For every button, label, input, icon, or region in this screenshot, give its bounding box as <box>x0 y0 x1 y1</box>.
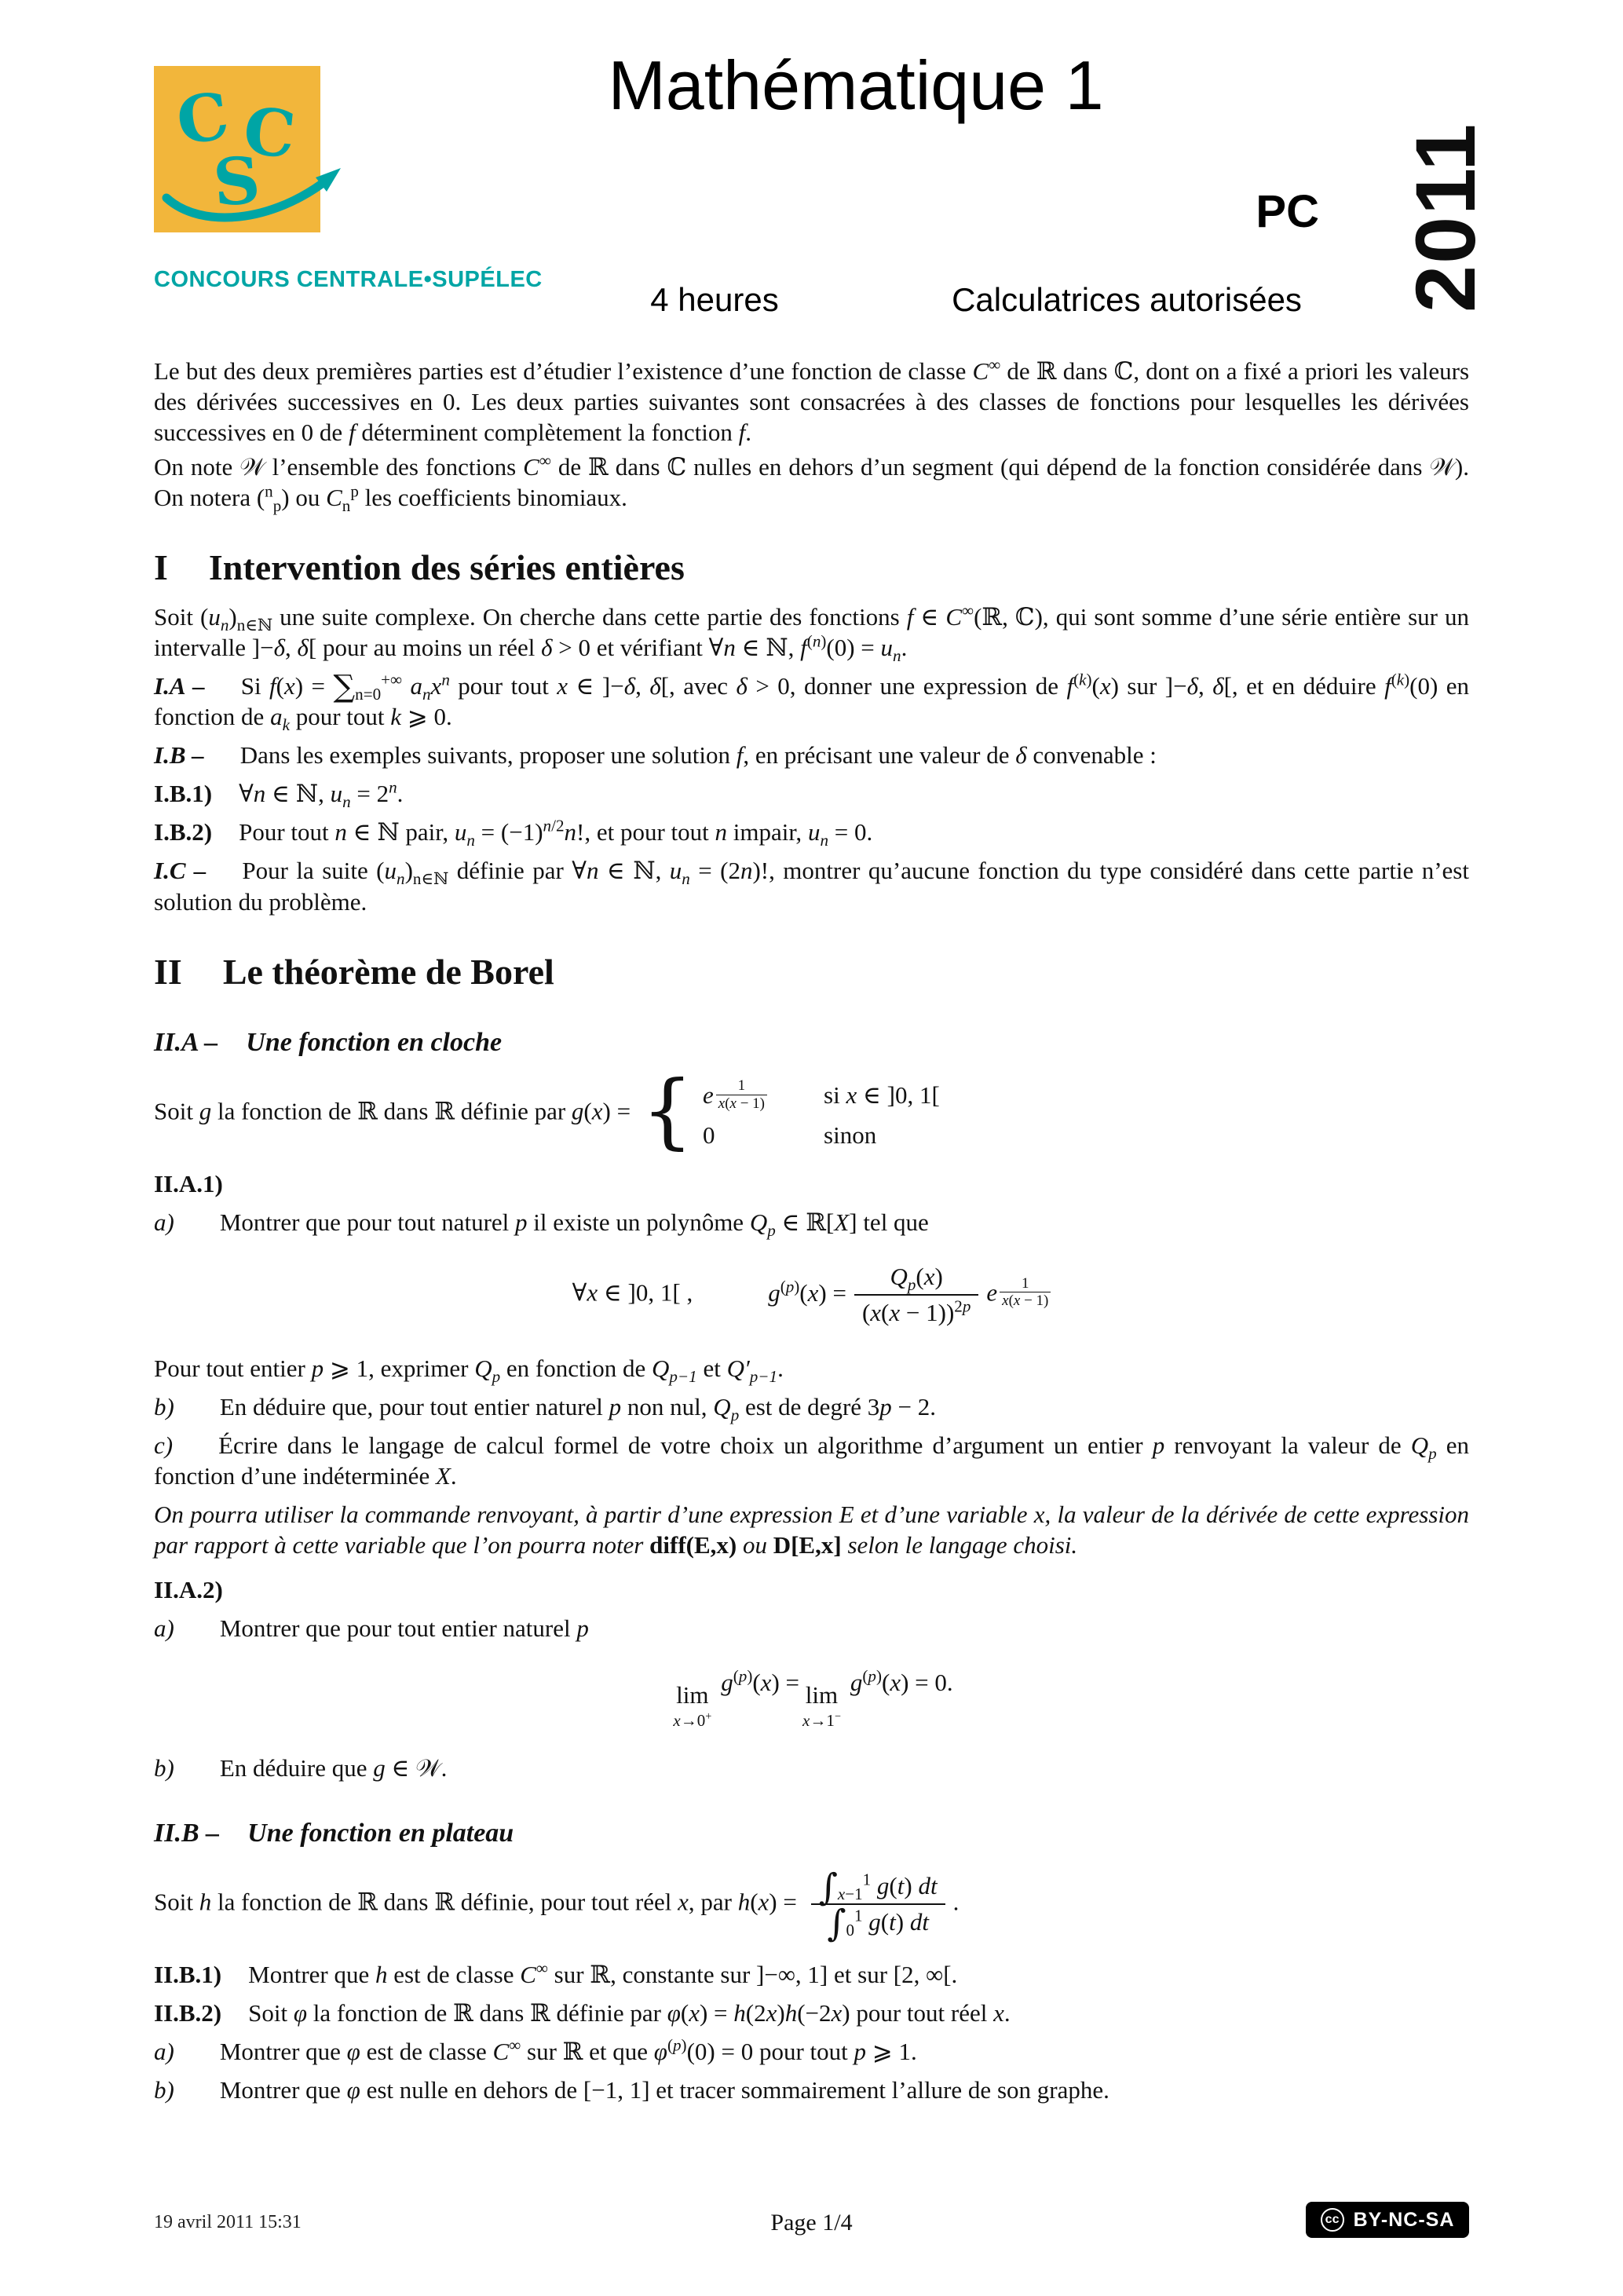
question-IB1 <box>154 778 1469 812</box>
equation-e: e <box>986 1278 998 1307</box>
organization-name: CONCOURS CENTRALE•SUPÉLEC <box>154 267 543 292</box>
question-IB-text: Dans les exemples suivants, proposer une solution f, en précisant une valeur de δ convenable : <box>239 741 1157 770</box>
question-IB2-text: Pour tout n ∈ ℕ pair, $u_n = (-1)^{n/2}n$!, et pour tout n impair, $u_n = 0$. <box>239 817 873 850</box>
section-2-number: II <box>154 951 182 992</box>
cases-value-2: 0 <box>703 1121 715 1150</box>
equation-forall: ∀x ∈ ]0, 1[ , <box>572 1278 693 1307</box>
track-label: PC <box>1256 186 1319 237</box>
cases-condition-1: si x ∈ ]0, 1[ <box>824 1080 940 1109</box>
equation-gp-derivative <box>154 1261 1469 1329</box>
cases-expression <box>641 1062 940 1159</box>
cases-value-1: e $\frac{1}{x(x - 1)}$ <box>703 1077 767 1113</box>
page-number: Page 1/4 <box>770 2210 853 2236</box>
section-1-intro: Soit $(u_n)_{n\in ℕ}$ une suite complexe. On cherche dans cette partie des fonctions f ∈ C∞(ℝ, ℂ), qui sont somme d’une série entière sur un intervalle ]−δ, δ[ pour au moins un réel δ > 0 et vérifiant ∀n ∈ ℕ, $f^{(n)}(0) = u_n$. <box>154 601 1469 666</box>
year-banner: 2011 <box>1398 122 1493 313</box>
question-IIB2b-label: b) <box>154 2075 174 2104</box>
h-definition-period: . <box>952 1888 960 1916</box>
section-1-heading <box>154 547 1469 589</box>
question-IIB2-label: II.B.2) <box>154 1998 222 2027</box>
subsection-IIA-title: Une fonction en cloche <box>246 1028 503 1058</box>
subsection-IIB-label: II.B – <box>154 1819 220 1848</box>
g-definition-intro: Soit g la fonction de ℝ dans ℝ définie par g(x) = <box>154 1097 637 1125</box>
question-IB2-label: I.B.2) <box>154 818 213 846</box>
logo-letter-s: S <box>210 142 263 221</box>
limit-1: lim x→0+ <box>673 1681 712 1731</box>
subsection-IIB-heading <box>154 1818 1469 1850</box>
document-body <box>154 352 1469 2113</box>
ccs-logo-graphic <box>154 66 345 236</box>
h-definition-intro: Soit h la fonction de ℝ dans ℝ définie, pour tout réel x, par h(x) = <box>154 1888 803 1916</box>
question-IIB2b-text: Montrer que φ est nulle en dehors de [−1, 1] et tracer sommairement l’allure de son graphe. <box>219 2075 1109 2104</box>
question-IC-label: I.C – <box>154 857 207 885</box>
subsection-IIA-heading <box>154 1027 1469 1059</box>
question-IIA2a-text: Montrer que pour tout entier naturel p <box>219 1614 589 1643</box>
question-IIA1b-text: En déduire que, pour tout entier naturel p non nul, $Q_p$ est de degré 3p − 2. <box>219 1392 937 1424</box>
equation-exponent-fraction: $\frac{1}{x(x - 1)}$ <box>1000 1275 1051 1311</box>
limit-2-expression: $g^{(p)}(x) = 0$. <box>850 1666 953 1697</box>
intro-paragraph-1: Le but des deux premières parties est d’étudier l’existence d’une fonction de classe C∞ de ℝ dans ℂ, dont on a fixé a priori les valeurs des dérivées successives en 0. Les deux parties suivantes sont consacrées à des classes de fonctions pour lesquelles les dérivées successives en 0 de f déterminent complètement la fonction f. <box>154 355 1470 447</box>
duration-label: 4 heures <box>650 281 779 318</box>
question-IB1-text: ∀n ∈ ℕ, $u_n = 2^n$. <box>239 778 404 812</box>
question-IIA2a-label: a) <box>154 1614 174 1643</box>
question-IB <box>154 740 1469 770</box>
question-IC <box>154 855 1469 916</box>
question-IIA1a <box>154 1207 1469 1241</box>
question-IIB1-text: Montrer que h est de classe C∞ sur ℝ, constante sur ]−∞, 1] et sur [2, ∞[. <box>248 1958 958 1988</box>
question-IB2 <box>154 817 1469 850</box>
question-IIA1b-label: b) <box>154 1392 174 1420</box>
question-IIB2a <box>154 2036 1469 2067</box>
formal-computation-remark: On pourra utiliser la commande renvoyant, à partir d’une expression E et d’une variable x, la valeur de la dérivée de cette expression par rapport à cette variable que l’on pourra noter diff(E,x) ou D[E,x] selon le langage choisi. <box>154 1500 1470 1559</box>
question-IIA2b-text: En déduire que g ∈ 𝒲. <box>219 1754 448 1782</box>
question-IIA1c-label: c) <box>154 1431 174 1459</box>
header <box>0 0 1623 345</box>
question-IA-text: Si $f(x) = \sum_{n=0}^{+\infty}$ $a_nx^n$ pour tout x ∈ ]−δ, δ[, avec δ > 0, donner une expression de $f^{(k)}(x)$ sur ]−δ, δ[, et en déduire $f^{(k)}(0)$ en fonction de $a_k$ pour tout k ⩾ 0. <box>154 669 1469 735</box>
question-IIA1c-text: Écrire dans le langage de calcul formel de votre choix un algorithme d’argument un entier p renvoyant la valeur de $Q_p$ en fonction d’une indéterminée X. <box>154 1431 1470 1490</box>
license-label: BY-NC-SA <box>1353 2208 1455 2231</box>
equation-lhs: $g^{(p)}(x)$ = <box>768 1277 846 1307</box>
question-IIB2 <box>154 1998 1469 2028</box>
document-timestamp: 19 avril 2011 15:31 <box>154 2212 302 2232</box>
question-IA <box>154 669 1469 735</box>
question-IB-label: I.B – <box>154 741 204 770</box>
intro-paragraph-2: On note 𝒲 l’ensemble des fonctions C∞ de ℝ dans ℂ nulles en dehors d’un segment (qui dépend de la fonction considérée dans 𝒲). On notera ($^n_p$) ou $C_n^p$ les coefficients binomiaux. <box>154 451 1470 516</box>
question-IIB2-text: Soit φ la fonction de ℝ dans ℝ définie par φ(x) = h(2x)h(−2x) pour tout réel x. <box>248 1998 1011 2027</box>
equation-limits <box>154 1667 1469 1729</box>
question-IC-text: Pour la suite $(u_n)_{n\in ℕ}$ définie par ∀n ∈ ℕ, $u_n = (2n)$!, montrer qu’aucune fonction du type considéré dans cette partie n’est solution du problème. <box>154 857 1469 916</box>
question-IIB2a-text: Montrer que φ est de classe C∞ sur ℝ et que $\varphi^{(p)}(0) = 0$ pour tout p ⩾ 1. <box>219 2035 917 2065</box>
h-definition-fraction: $\frac{\int_{x-1}^1 g(t) dt}{\int_0^1 g(t) dt}$ <box>811 1870 945 1939</box>
question-IIA2a <box>154 1613 1469 1643</box>
question-IIB1-label: II.B.1) <box>154 1960 222 1988</box>
equation-fraction: $\frac{Q_p(x)}{(x(x - 1))^{2p}}$ <box>854 1261 978 1329</box>
question-IIA1a-text: Montrer que pour tout naturel p il existe un polynôme $Q_p$ ∈ ℝ[X] tel que <box>219 1208 929 1241</box>
section-1-number: I <box>154 547 168 588</box>
question-IIA2b <box>154 1753 1469 1783</box>
exponent-fraction: $\frac{1}{x(x - 1)}$ <box>716 1077 767 1113</box>
question-IIA2-label: II.A.2) <box>154 1576 223 1603</box>
question-IIA1a-label: a) <box>154 1208 174 1237</box>
question-IA-label: I.A – <box>154 672 205 700</box>
question-IIA2b-label: b) <box>154 1754 174 1782</box>
question-IIA1-label: II.A.1) <box>154 1170 223 1198</box>
g-definition <box>154 1062 1469 1159</box>
license-badge <box>1306 2202 1469 2238</box>
question-IIB2b <box>154 2075 1469 2105</box>
section-2-title: Le théorème de Borel <box>222 951 554 992</box>
page-title: Mathématique 1 <box>608 46 1104 124</box>
limit-1-expression: $g^{(p)}(x)$ = <box>721 1666 799 1697</box>
cases-condition-2: sinon <box>824 1121 877 1150</box>
subsection-IIB-title: Une fonction en plateau <box>247 1819 514 1848</box>
question-IB1-label: I.B.1) <box>154 780 213 808</box>
subsection-IIA-label: II.A – <box>154 1028 218 1058</box>
limit-2: lim x→1− <box>802 1681 841 1731</box>
section-1-title: Intervention des séries entières <box>208 547 685 588</box>
question-IIA1-followup: Pour tout entier p ⩾ 1, exprimer $Q_p$ en fonction de $Q_{p-1}$ et $Q'_{p-1}$. <box>154 1354 784 1386</box>
logo-letter-c2: C <box>239 93 299 174</box>
question-IIA1b <box>154 1391 1469 1422</box>
question-IIB1 <box>154 1959 1469 1990</box>
question-IIB2a-label: a) <box>154 2037 174 2065</box>
question-IIA1c <box>154 1430 1469 1491</box>
h-definition <box>154 1865 1469 1945</box>
ccs-logo <box>154 66 320 232</box>
calculators-note: Calculatrices autorisées <box>952 281 1302 318</box>
section-2-heading <box>154 952 1469 993</box>
cc-icon: cc <box>1321 2208 1344 2232</box>
logo-letter-c1: C <box>172 78 234 160</box>
cases-brace: { <box>641 1062 693 1159</box>
